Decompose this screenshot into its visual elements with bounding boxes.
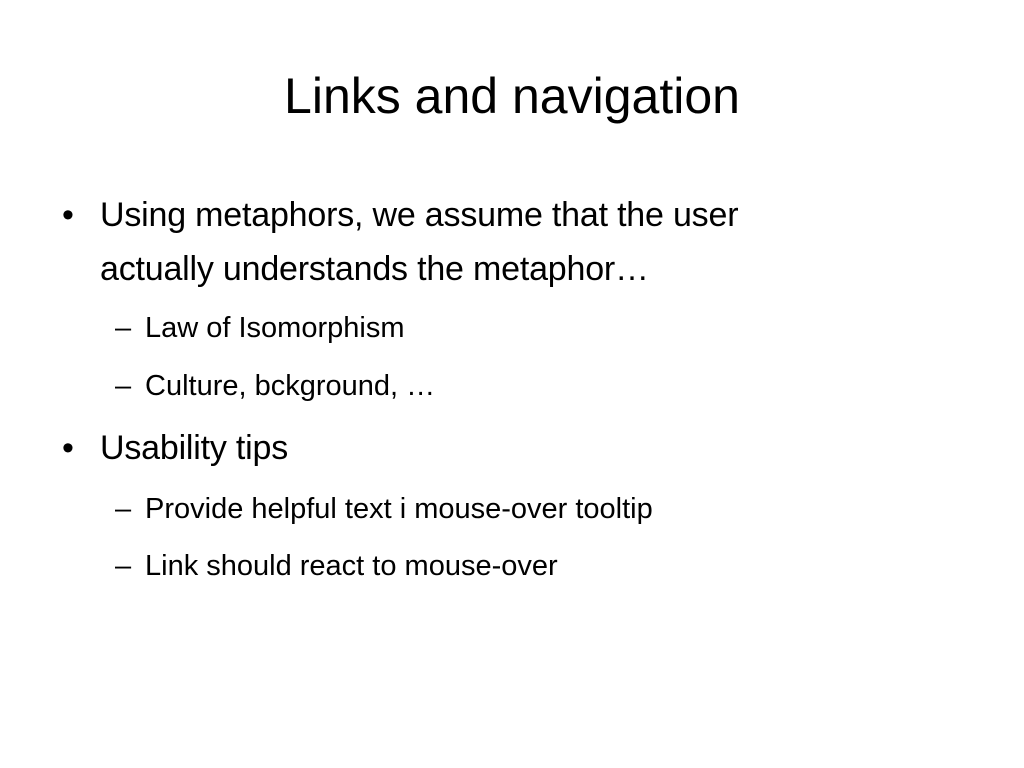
sub-bullet-marker: –: [115, 550, 132, 582]
bullet-marker: •: [62, 196, 74, 234]
bullet-text-line: actually understands the metaphor…: [100, 250, 649, 288]
sub-bullet-text: Link should react to mouse-over: [145, 550, 558, 582]
bullet-marker: •: [62, 429, 74, 467]
slide-title: Links and navigation: [284, 68, 740, 124]
sub-bullet-marker: –: [115, 370, 132, 402]
bullet-text: [100, 421, 960, 475]
bullet-text: [100, 188, 960, 296]
sub-bullet-text: Culture, bckground, …: [145, 370, 436, 402]
sub-bullet-marker: –: [115, 493, 132, 525]
sub-bullet-marker: –: [115, 312, 132, 344]
sub-bullet-text: Provide helpful text i mouse-over tooltip: [145, 493, 653, 525]
bullet-text-line: Usability tips: [100, 429, 289, 467]
sub-bullet-text: Law of Isomorphism: [145, 312, 405, 344]
bullet-text-line: Using metaphors, we assume that the user: [100, 196, 739, 234]
